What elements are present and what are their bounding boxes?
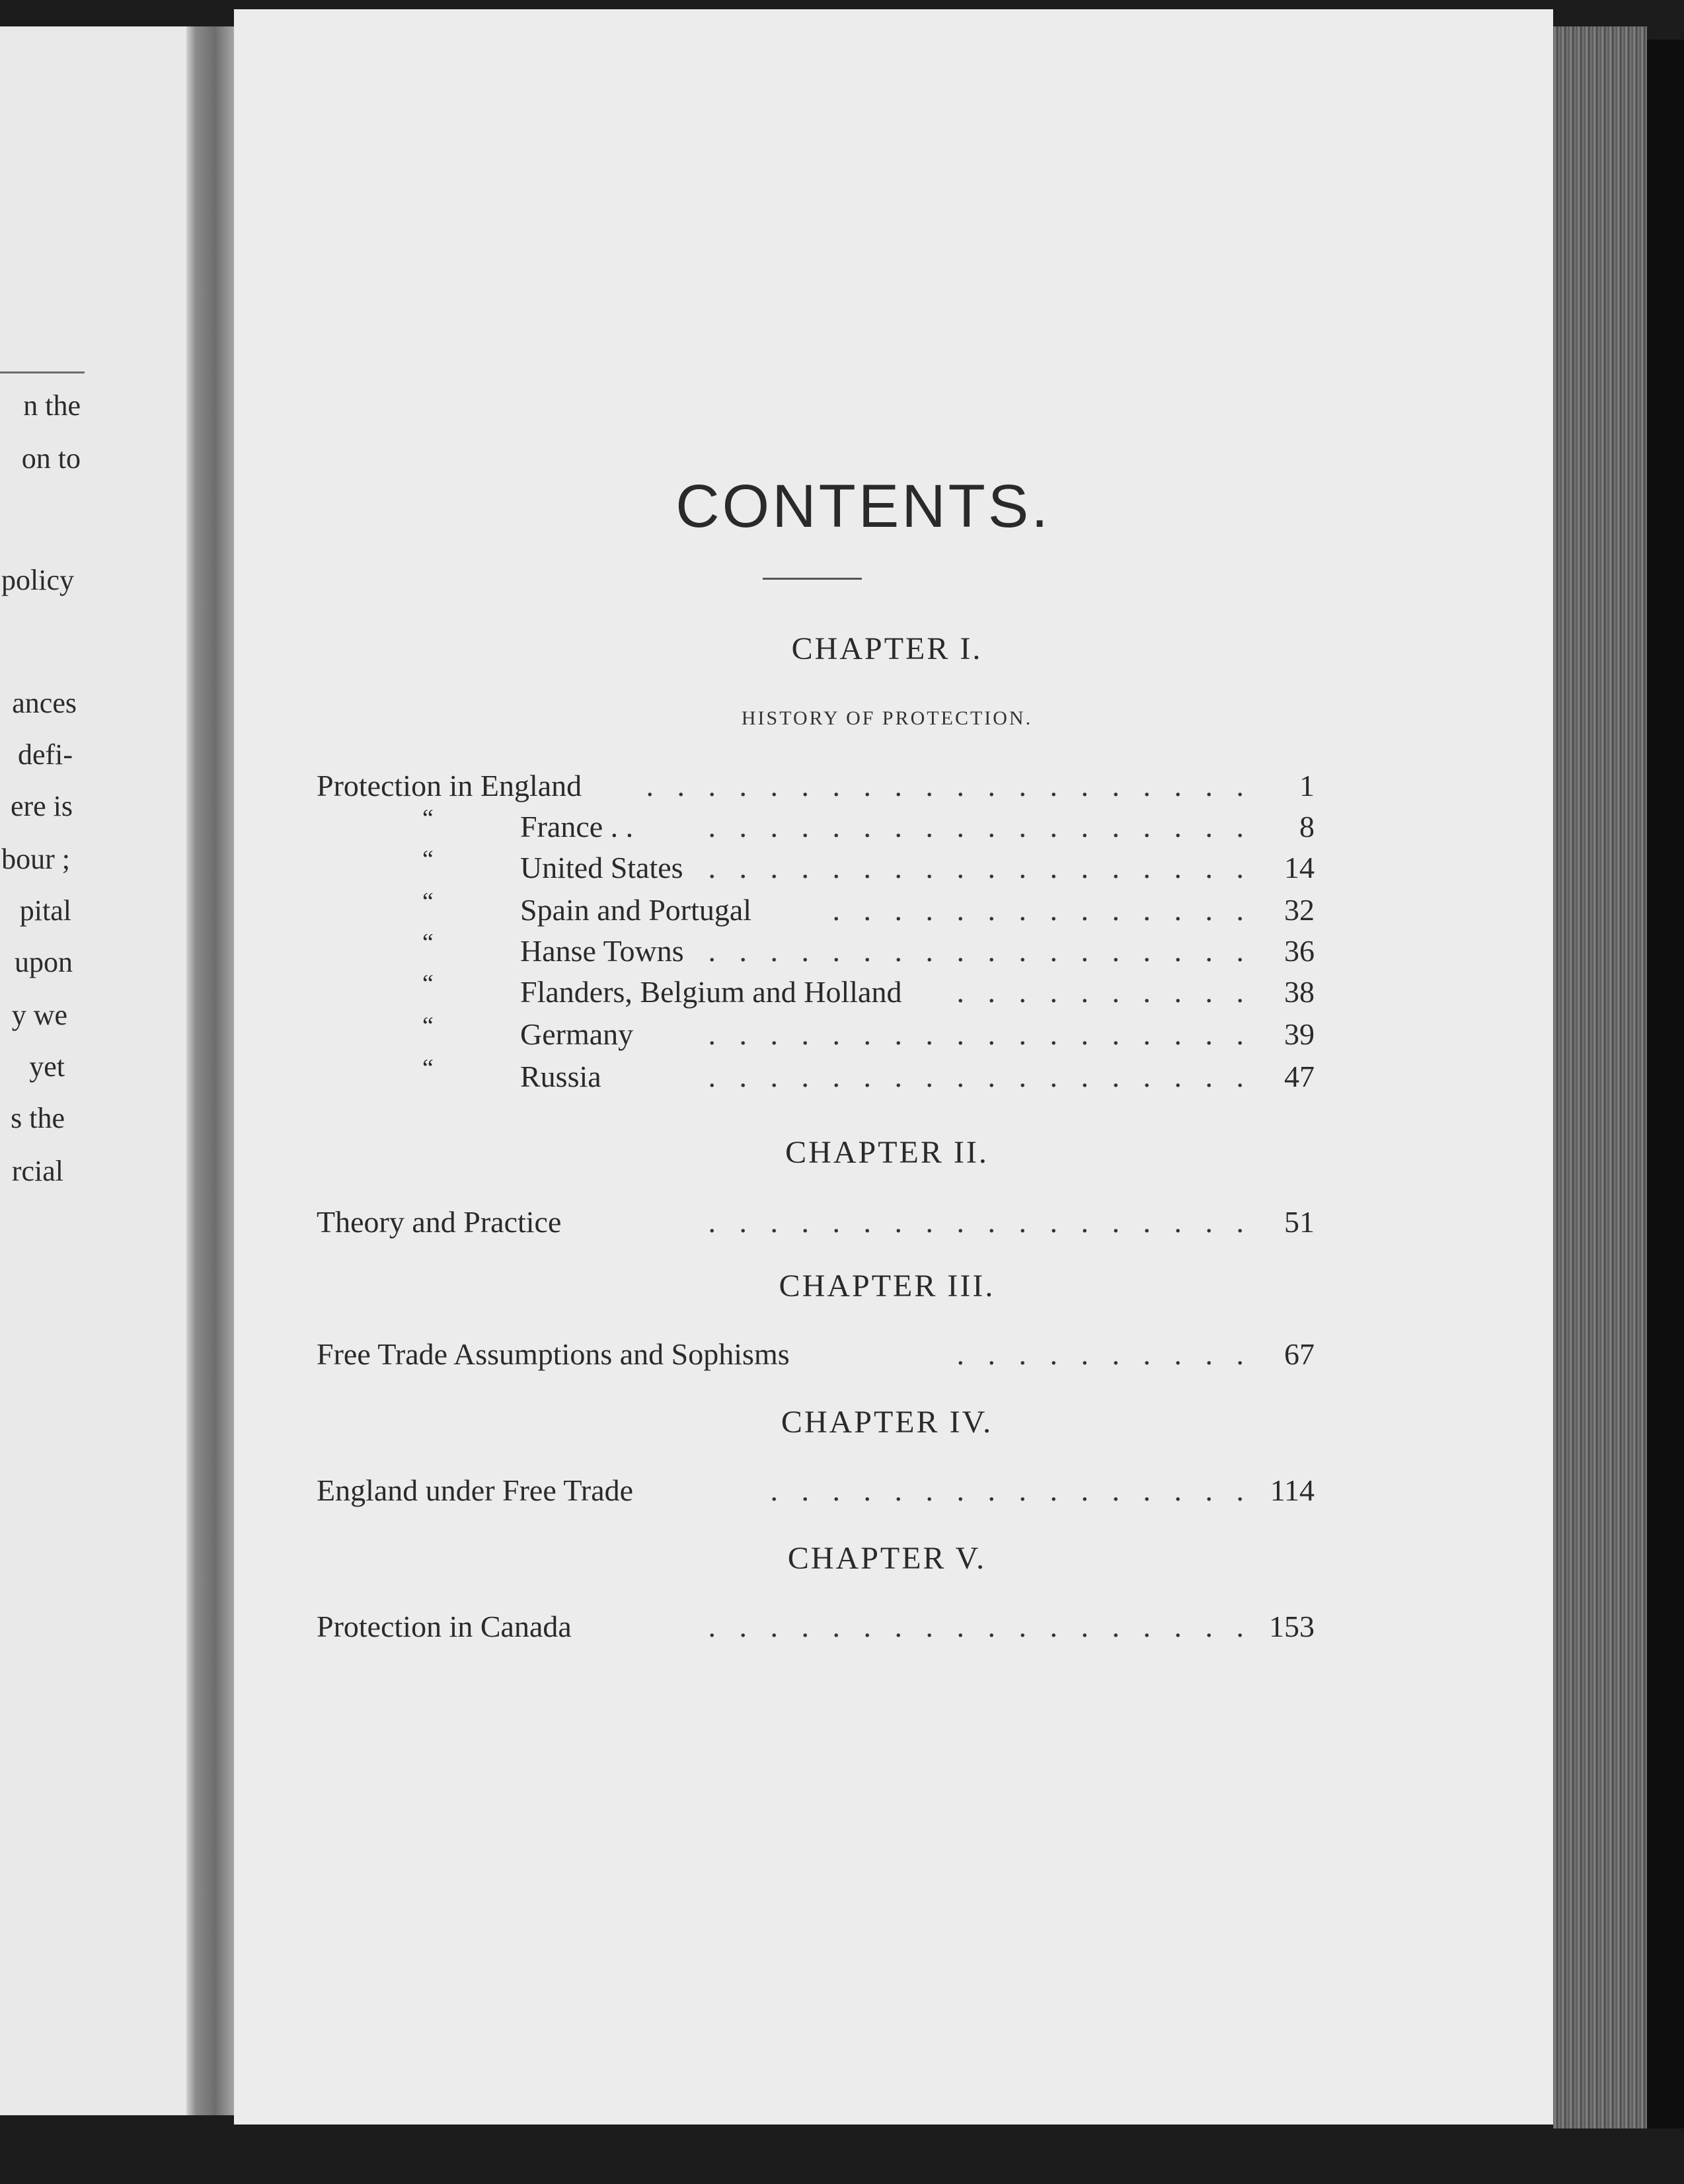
toc-entry-title: Free Trade Assumptions and Sophisms — [317, 1337, 790, 1371]
leader-dots: . . . . . . . . . . . . . . . . . . . . — [646, 769, 1252, 802]
toc-entry-title: Spain and Portugal — [520, 893, 752, 927]
toc-page-number: 38 — [1284, 975, 1315, 1009]
left-line: yet — [29, 1050, 65, 1083]
previous-page-fragment — [0, 26, 186, 2115]
toc-page-number: 1 — [1299, 769, 1315, 802]
leader-dots: . . . . . . . . . . . . . . . . . . — [708, 934, 1252, 968]
ditto-mark: “ — [422, 888, 434, 916]
ditto-mark: “ — [422, 1012, 434, 1040]
leader-dots: . . . . . . . . . . . . . . . . . . — [708, 1610, 1252, 1643]
left-line: s the — [11, 1102, 65, 1134]
left-page-rule — [0, 371, 85, 373]
toc-entry-title: Protection in Canada — [317, 1610, 572, 1643]
toc-page-number: 8 — [1299, 810, 1315, 843]
toc-entry-title: Theory and Practice — [317, 1205, 562, 1239]
contents-page — [234, 9, 1553, 2125]
toc-page-number: 67 — [1284, 1337, 1315, 1371]
toc-page-number: 153 — [1269, 1610, 1315, 1643]
leader-dots: . . . . . . . . . . — [956, 975, 1252, 1009]
left-line: ances — [12, 687, 77, 719]
leader-dots: . . . . . . . . . . . . . . . . . . — [708, 1017, 1252, 1051]
toc-page-number: 32 — [1284, 893, 1315, 927]
left-line: policy — [1, 564, 74, 596]
toc-entry — [317, 888, 1315, 932]
toc-entry-title: Russia — [520, 1060, 601, 1093]
page-title: CONTENTS. — [675, 473, 1051, 540]
toc-entry — [317, 804, 1315, 849]
left-line: defi- — [17, 738, 73, 771]
left-line: rcial — [11, 1155, 63, 1187]
title-rule — [763, 578, 862, 580]
toc-entry — [317, 970, 1315, 1014]
toc-entry-title: United States — [520, 851, 683, 884]
chapter-subheading: HISTORY OF PROTECTION. — [741, 707, 1033, 729]
left-line: n the — [23, 389, 81, 422]
ditto-mark: “ — [422, 1054, 434, 1082]
leader-dots: . . . . . . . . . . . . . . . . . . — [708, 810, 1252, 843]
toc-entry-title: France . . — [520, 810, 634, 843]
book-edge-shadow — [1647, 40, 1684, 2128]
chapter-heading: CHAPTER I. — [791, 631, 983, 666]
toc-page-number: 47 — [1284, 1060, 1315, 1093]
ditto-mark: “ — [422, 804, 434, 832]
book-gutter — [186, 26, 234, 2115]
leader-dots: . . . . . . . . . . . . . . . . . . — [708, 1060, 1252, 1093]
toc-entry-title: Protection in England — [317, 769, 582, 802]
toc-page-number: 39 — [1284, 1017, 1315, 1051]
toc-entry-title: Germany — [520, 1017, 634, 1051]
toc-entry — [317, 1204, 1315, 1244]
toc-entry — [317, 1012, 1315, 1056]
leader-dots: . . . . . . . . . . . . . . . . . . — [708, 1205, 1252, 1239]
leader-dots: . . . . . . . . . . . . . . — [832, 893, 1252, 927]
ditto-mark: “ — [422, 970, 434, 997]
left-line: upon — [15, 946, 73, 978]
toc-entry — [317, 1337, 1315, 1376]
toc-entry-title: Hanse Towns — [520, 934, 684, 968]
toc-page-number: 114 — [1270, 1473, 1315, 1507]
book-fore-edge — [1553, 26, 1647, 2128]
toc-entry — [317, 845, 1315, 890]
left-line: pital — [19, 894, 71, 927]
toc-entry-title: England under Free Trade — [317, 1473, 634, 1507]
toc-page-number: 36 — [1284, 934, 1315, 968]
left-line: bour ; — [1, 843, 70, 875]
chapter-heading: CHAPTER III. — [779, 1268, 995, 1304]
toc-page-number: 51 — [1284, 1205, 1315, 1239]
left-line: y we — [11, 999, 67, 1031]
toc-entry — [317, 1609, 1315, 1649]
toc-entry — [317, 1473, 1315, 1512]
toc-entry-title: Flanders, Belgium and Holland — [520, 975, 902, 1009]
toc-entry — [317, 768, 1315, 808]
chapter-heading: CHAPTER V. — [787, 1541, 987, 1576]
left-line: on to — [21, 442, 81, 475]
ditto-mark: “ — [422, 845, 434, 873]
left-line: ere is — [10, 790, 73, 822]
toc-page-number: 14 — [1284, 851, 1315, 884]
toc-entry — [317, 1054, 1315, 1099]
chapter-heading: CHAPTER II. — [785, 1135, 989, 1170]
leader-dots: . . . . . . . . . . . . . . . . . . — [708, 851, 1252, 884]
ditto-mark: “ — [422, 929, 434, 956]
chapter-heading: CHAPTER IV. — [781, 1405, 993, 1440]
leader-dots: . . . . . . . . . . — [956, 1337, 1252, 1371]
toc-entry — [317, 929, 1315, 973]
leader-dots: . . . . . . . . . . . . . . . . — [770, 1473, 1252, 1507]
